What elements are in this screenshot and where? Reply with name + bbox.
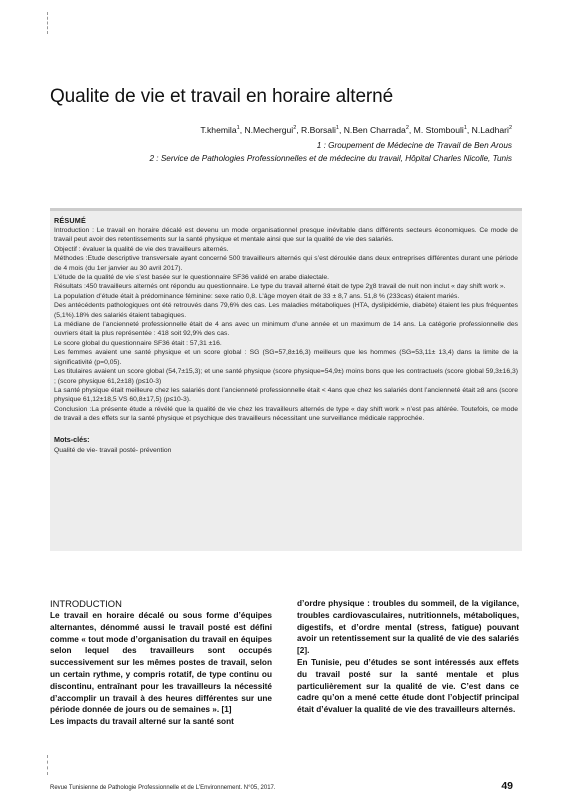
author-list: T.khemila$^1$, N.Mechergui$^2$, R.Borsali$^1$, N.Ben Charrada$^2$, M. Stombouli$^1$, N.Ladhari$^2$ xyxy=(200,124,512,135)
author-block xyxy=(149,122,512,165)
keywords-heading: Mots-clés: xyxy=(54,434,90,444)
abstract-paragraph: Introduction : Le travail en horaire décalé est devenu un mode organisationnel presque inévitable dans différents secteurs économiques. Ce mode de travail peut avoir des retentissements sur la santé physique et mentale ainsi que sur la qualité de vie des salariés. xyxy=(54,227,518,244)
abstract-paragraph: Méthodes :Etude descriptive transversale ayant concerné 500 travailleurs alternés qui s’est déroulée dans deux entreprises différentes durant une période de 4 mois (du 1er janvier au 30 avril 2017). xyxy=(54,255,518,272)
crop-mark-bottom xyxy=(47,755,48,775)
keywords-text: Qualité de vie- travail posté- prévention xyxy=(54,446,172,454)
abstract-paragraph: Les titulaires avaient un score global (54,7±15,3); et une santé physique (score physique=54,9±) moins bons que les contractuels (score global 59,3±16,3) ; (score physique 61,2±18) (p≤10-3) xyxy=(54,368,518,385)
body-paragraph: d’ordre physique : troubles du sommeil, de la vigilance, troubles cardiovasculaires, nutritionnels, métaboliques, digestifs, et d’ordre mental (stress, fatigue) pouvant avoir un retentissement sur la qualité de vie des salariés [2]. xyxy=(297,599,519,656)
crop-mark-top xyxy=(47,12,48,34)
abstract-paragraph: La santé physique était meilleure chez les salariés dont l’ancienneté professionnelle était < 4ans que chez les salariés dont l’ancienneté était ≥8 ans (score physique 61,12±18,5 VS 60,8±17,5) (p≤10-3). xyxy=(54,386,518,404)
abstract-paragraph: Les femmes avaient une santé physique et un score global : SG (SG=57,8±16,3) meilleurs que les hommes (SG=53,11± 13,4) dans la limite de la significativité (p=0,05). xyxy=(54,349,518,366)
body-paragraph: Les impacts du travail alterné sur la santé sont xyxy=(50,717,234,727)
section-heading-introduction: INTRODUCTION xyxy=(50,598,122,609)
affiliation-1: 1 : Groupement de Médecine de Travail de Ben Arous xyxy=(316,140,512,150)
body-paragraph: En Tunisie, peu d’études se sont intéressés aux effets du travail posté sur la santé mentale et plus particulièrement sur la qualité de vie. C’est dans ce cadre qu’on a mené cette étude dont l’objectif principal était d’évaluer la qualité de vie des travailleurs alternés. xyxy=(297,657,519,715)
abstract-paragraph: L’étude de la qualité de vie s’est basée sur le questionnaire SF36 validé en arabe dialectale. xyxy=(54,274,330,282)
abstract-paragraph: La médiane de l’ancienneté professionnelle était de 4 ans avec un minimum d’une année et un maximum de 14 ans. La catégorie professionnelle des ouvriers était la plus représentée : 418 soit 92,9% des cas. xyxy=(54,321,518,338)
abstract-paragraph: Des antécédents pathologiques ont été retrouvés dans 79,6% des cas. Les maladies métaboliques (HTA, dyslipidémie, diabète) étaient les plus fréquentes (5,1%).18% des salariés étaient tabagiques. xyxy=(54,302,518,319)
abstract-paragraph: Résultats :450 travailleurs alternés ont répondu au questionnaire. Le type du travail alterné était de type 2χ8 travail de nuit non inclut « day shift work ». xyxy=(54,283,506,291)
abstract-body xyxy=(54,226,518,424)
abstract-paragraph: Conclusion :La présente étude a révélé que la qualité de vie chez les travailleurs alternés de type « day shift work » n’est pas altérée. Toutefois, ce mode de travail a des effets sur la santé physique et psychique des travailleurs nécessitant une surveillance médicale rapprochée. xyxy=(54,405,518,423)
abstract-paragraph: Le score global du questionnaire SF36 était : 57,31 ±16. xyxy=(54,339,222,347)
article-title: Qualite de vie et travail en horaire alterné xyxy=(50,86,394,107)
abstract-heading: RÉSUMÉ xyxy=(54,216,86,225)
abstract-box xyxy=(50,208,522,551)
body-paragraph: Le travail en horaire décalé ou sous forme d’équipes alternantes, dénommé aussi le travail posté est défini comme « tout mode d’organisation du travail en équipes selon lequel des travailleurs sont occupés successivement sur les mêmes postes de travail, selon un certain rythme, y compris rotatif, de type continu ou discontinu, entraînant pour les travailleurs la nécessité d’accomplir un travail à des heures différentes sur une période donnée de jours ou de semaines ». [1] xyxy=(50,611,272,715)
body-column-left xyxy=(50,598,272,728)
body-column-right xyxy=(297,598,519,716)
affiliation-2: 2 : Service de Pathologies Professionnelles et de médecine du travail, Hôpital Charles Nicolle, Tunis xyxy=(149,153,512,163)
page-number: 49 xyxy=(501,780,513,792)
journal-citation: Revue Tunisienne de Pathologie Professionnelle et de L’Environnement. N°05, 2017. xyxy=(50,785,276,791)
abstract-paragraph: Objectif : évaluer la qualité de vie des travailleurs alternés. xyxy=(54,245,229,253)
abstract-paragraph: La population d’étude était à prédominance féminine: sexe ratio 0,8. L’âge moyen était de 33 ± 8,7 ans. 51,8 % (233cas) étaient mariés. xyxy=(54,292,460,300)
